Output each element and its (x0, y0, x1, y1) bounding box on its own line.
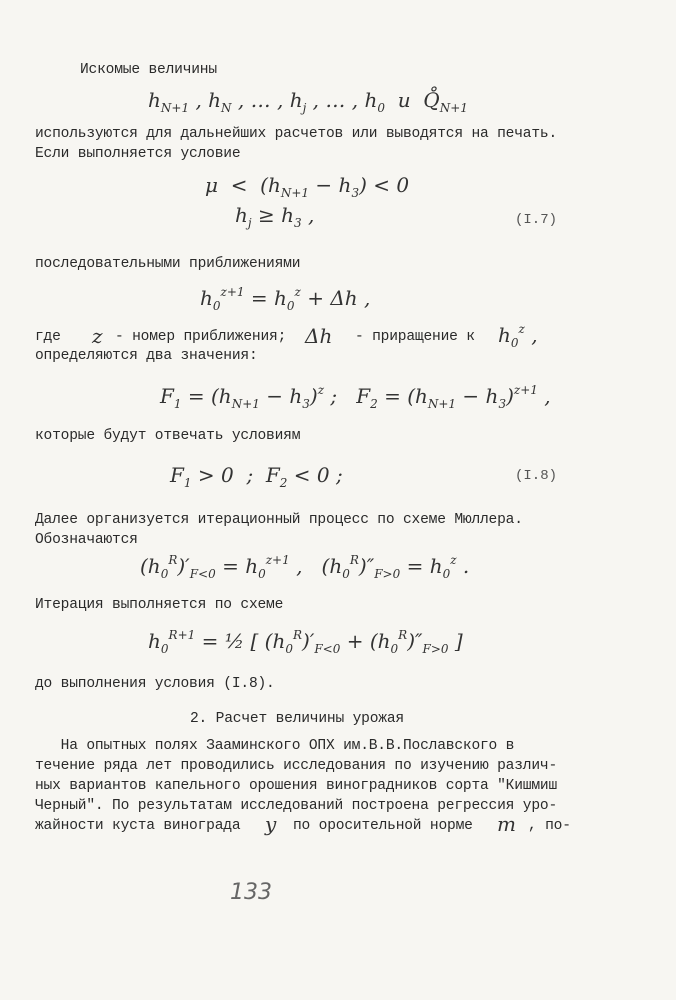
paragraph-line: течение ряда лет проводились исследования по изучению различ- (35, 758, 558, 774)
text-line: где (35, 329, 61, 345)
text-line: Искомые величины (80, 62, 217, 78)
formula-iteration: $h_0^{R+1}$ = ½ [ $(h_0^R)'_{F<0} + (h_0^R)''_{F>0}$ ] (148, 628, 463, 656)
paragraph-line: Черный". По результатам исследований построена регрессия уро- (35, 798, 558, 814)
section-heading: 2. Расчет величины урожая (190, 711, 404, 727)
text-line: Если выполняется условие (35, 146, 241, 162)
text-line: определяются два значения: (35, 348, 258, 364)
text-line: используются для дальнейших расчетов или выводятся на печать. (35, 126, 558, 142)
formula-approximation: $h_0^{z+1} = h_0^z + \Delta h$ , (200, 285, 371, 313)
formula-h0z: $h_0^z$ , (498, 322, 538, 350)
equation-number: (I.8) (515, 468, 558, 484)
formula-F-conditions: $F_1 > 0$ ; $F_2 < 0$ ; (170, 463, 343, 490)
text-line: - приращение к (355, 329, 475, 345)
formula-F-values: $F_1 = (h_{N+1} - h_3)^z$ ; $F_2 = (h_{N+1} - h_3)^{z+1}$ , (160, 383, 551, 411)
equation-number: (I.7) (515, 212, 558, 228)
text-line: Обозначаются (35, 532, 138, 548)
paragraph-line: ных вариантов капельного орошения виноградников сорта "Кишмиш (35, 778, 558, 794)
text-line: которые будут отвечать условиям (35, 428, 301, 444)
formula-condition-1: $\mu < (h_{N+1} - h_3) < 0$ (205, 173, 410, 200)
page-number: 133 (230, 880, 272, 905)
text-line: - номер приближения; (115, 329, 287, 345)
text-line: Итерация выполняется по схеме (35, 597, 284, 613)
symbol-y: y (265, 812, 277, 836)
paragraph-line: по оросительной норме (293, 818, 473, 834)
text-line: Далее организуется итерационный процесс по схеме Мюллера. (35, 512, 523, 528)
text-line: последовательными приближениями (35, 256, 301, 272)
symbol-m: m (497, 812, 516, 836)
formula-sought-values: $h_{N+1}$ , $h_N$ , … , $h_j$ , … , $h_0$ и $Q̊_{N+1}$ (148, 88, 468, 115)
symbol-z: z (92, 324, 103, 348)
paragraph-line: На опытных полях Зааминского ОПХ им.В.В.Пославского в (35, 738, 515, 754)
symbol-delta-h: Δh (305, 324, 333, 348)
paragraph-line: жайности куста винограда (35, 818, 241, 834)
text-line: до выполнения условия (I.8). (35, 676, 275, 692)
formula-notation: $(h_0^R)'_{F<0} = h_0^{z+1}$ , $(h_0^R)''_{F>0} = h_0^z$ . (140, 553, 470, 581)
paragraph-line: , по- (528, 818, 571, 834)
formula-condition-2: $h_j \ge h_3$ , (235, 203, 315, 230)
formula-and: и (397, 88, 411, 112)
